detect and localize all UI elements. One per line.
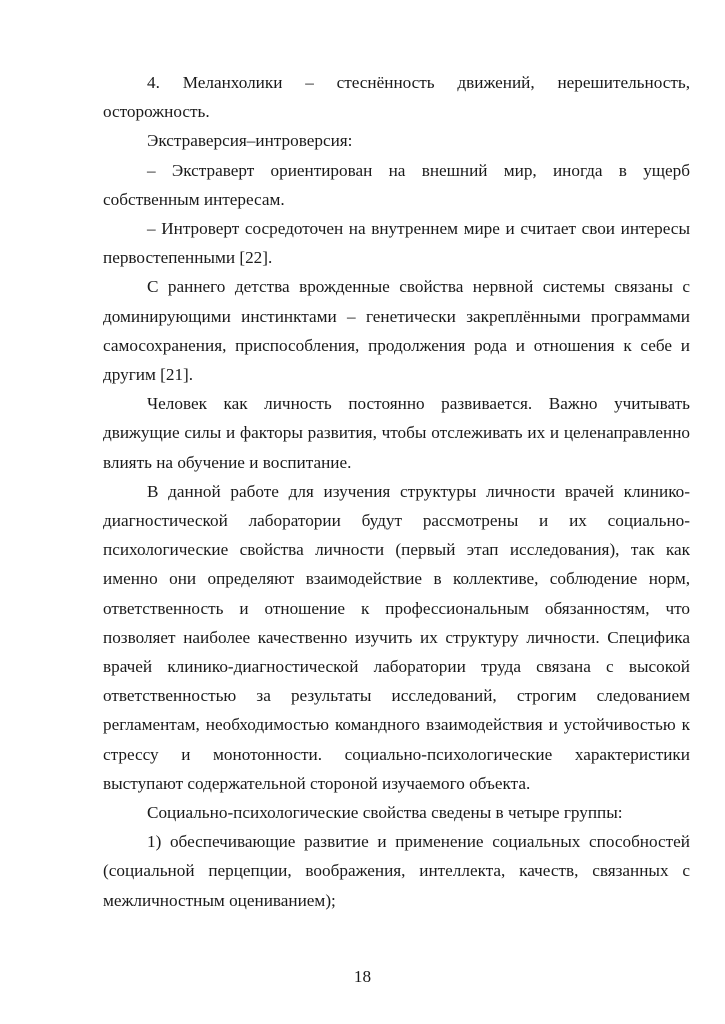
paragraph-melancholic: 4. Меланхолики – стеснённость движений, нерешительность, осторожность. xyxy=(103,73,690,122)
body-text xyxy=(103,68,690,915)
paragraph-personality-development: Человек как личность постоянно развивается. Важно учитывать движущие силы и факторы развития, чтобы отслеживать их и целенаправленно влиять на обучение и воспитание. xyxy=(103,394,690,472)
paragraph-four-groups: Социально-психологические свойства сведены в четыре группы: xyxy=(147,803,623,823)
page-number: 18 xyxy=(353,967,372,986)
paragraph-study-scope: В данной работе для изучения структуры личности врачей клинико-диагностической лаборатории будут рассмотрены и их социально-психологические свойства личности (первый этап исследования), так как именно они определяют взаимодействие в коллективе, соблюдение норм, ответственность и отношение к профессиональным обязанностям, что позволяет наиболее качественно изучить их структуру личности. Специфика врачей клинико-диагностической лаборатории труда связана с высокой ответственностью за результаты исследований, строгим следованием регламентам, необходимостью командного взаимодействия и устойчивостью к стрессу и монотонности. социально-психологические характеристики выступают содержательной стороной изучаемого объекта. xyxy=(103,481,690,793)
paragraph-extravert: – Экстраверт ориентирован на внешний мир, иногда в ущерб собственным интересам. xyxy=(103,160,690,209)
paragraph-introvert: – Интроверт сосредоточен на внутреннем мире и считает свои интересы первостепенными [22]. xyxy=(103,219,690,268)
paragraph-extraversion-heading: Экстраверсия–интроверсия: xyxy=(147,131,353,151)
paragraph-early-childhood: С раннего детства врожденные свойства нервной системы связаны с доминирующими инстинктами – генетически закреплёнными программами самосохранения, приспособления, продолжения рода и отношения к себе и другим [21]. xyxy=(103,277,690,385)
paragraph-group-one: 1) обеспечивающие развитие и применение социальных способностей (социальной перцепции, воображения, интеллекта, качеств, связанных с межличностным оцениванием); xyxy=(103,832,690,910)
